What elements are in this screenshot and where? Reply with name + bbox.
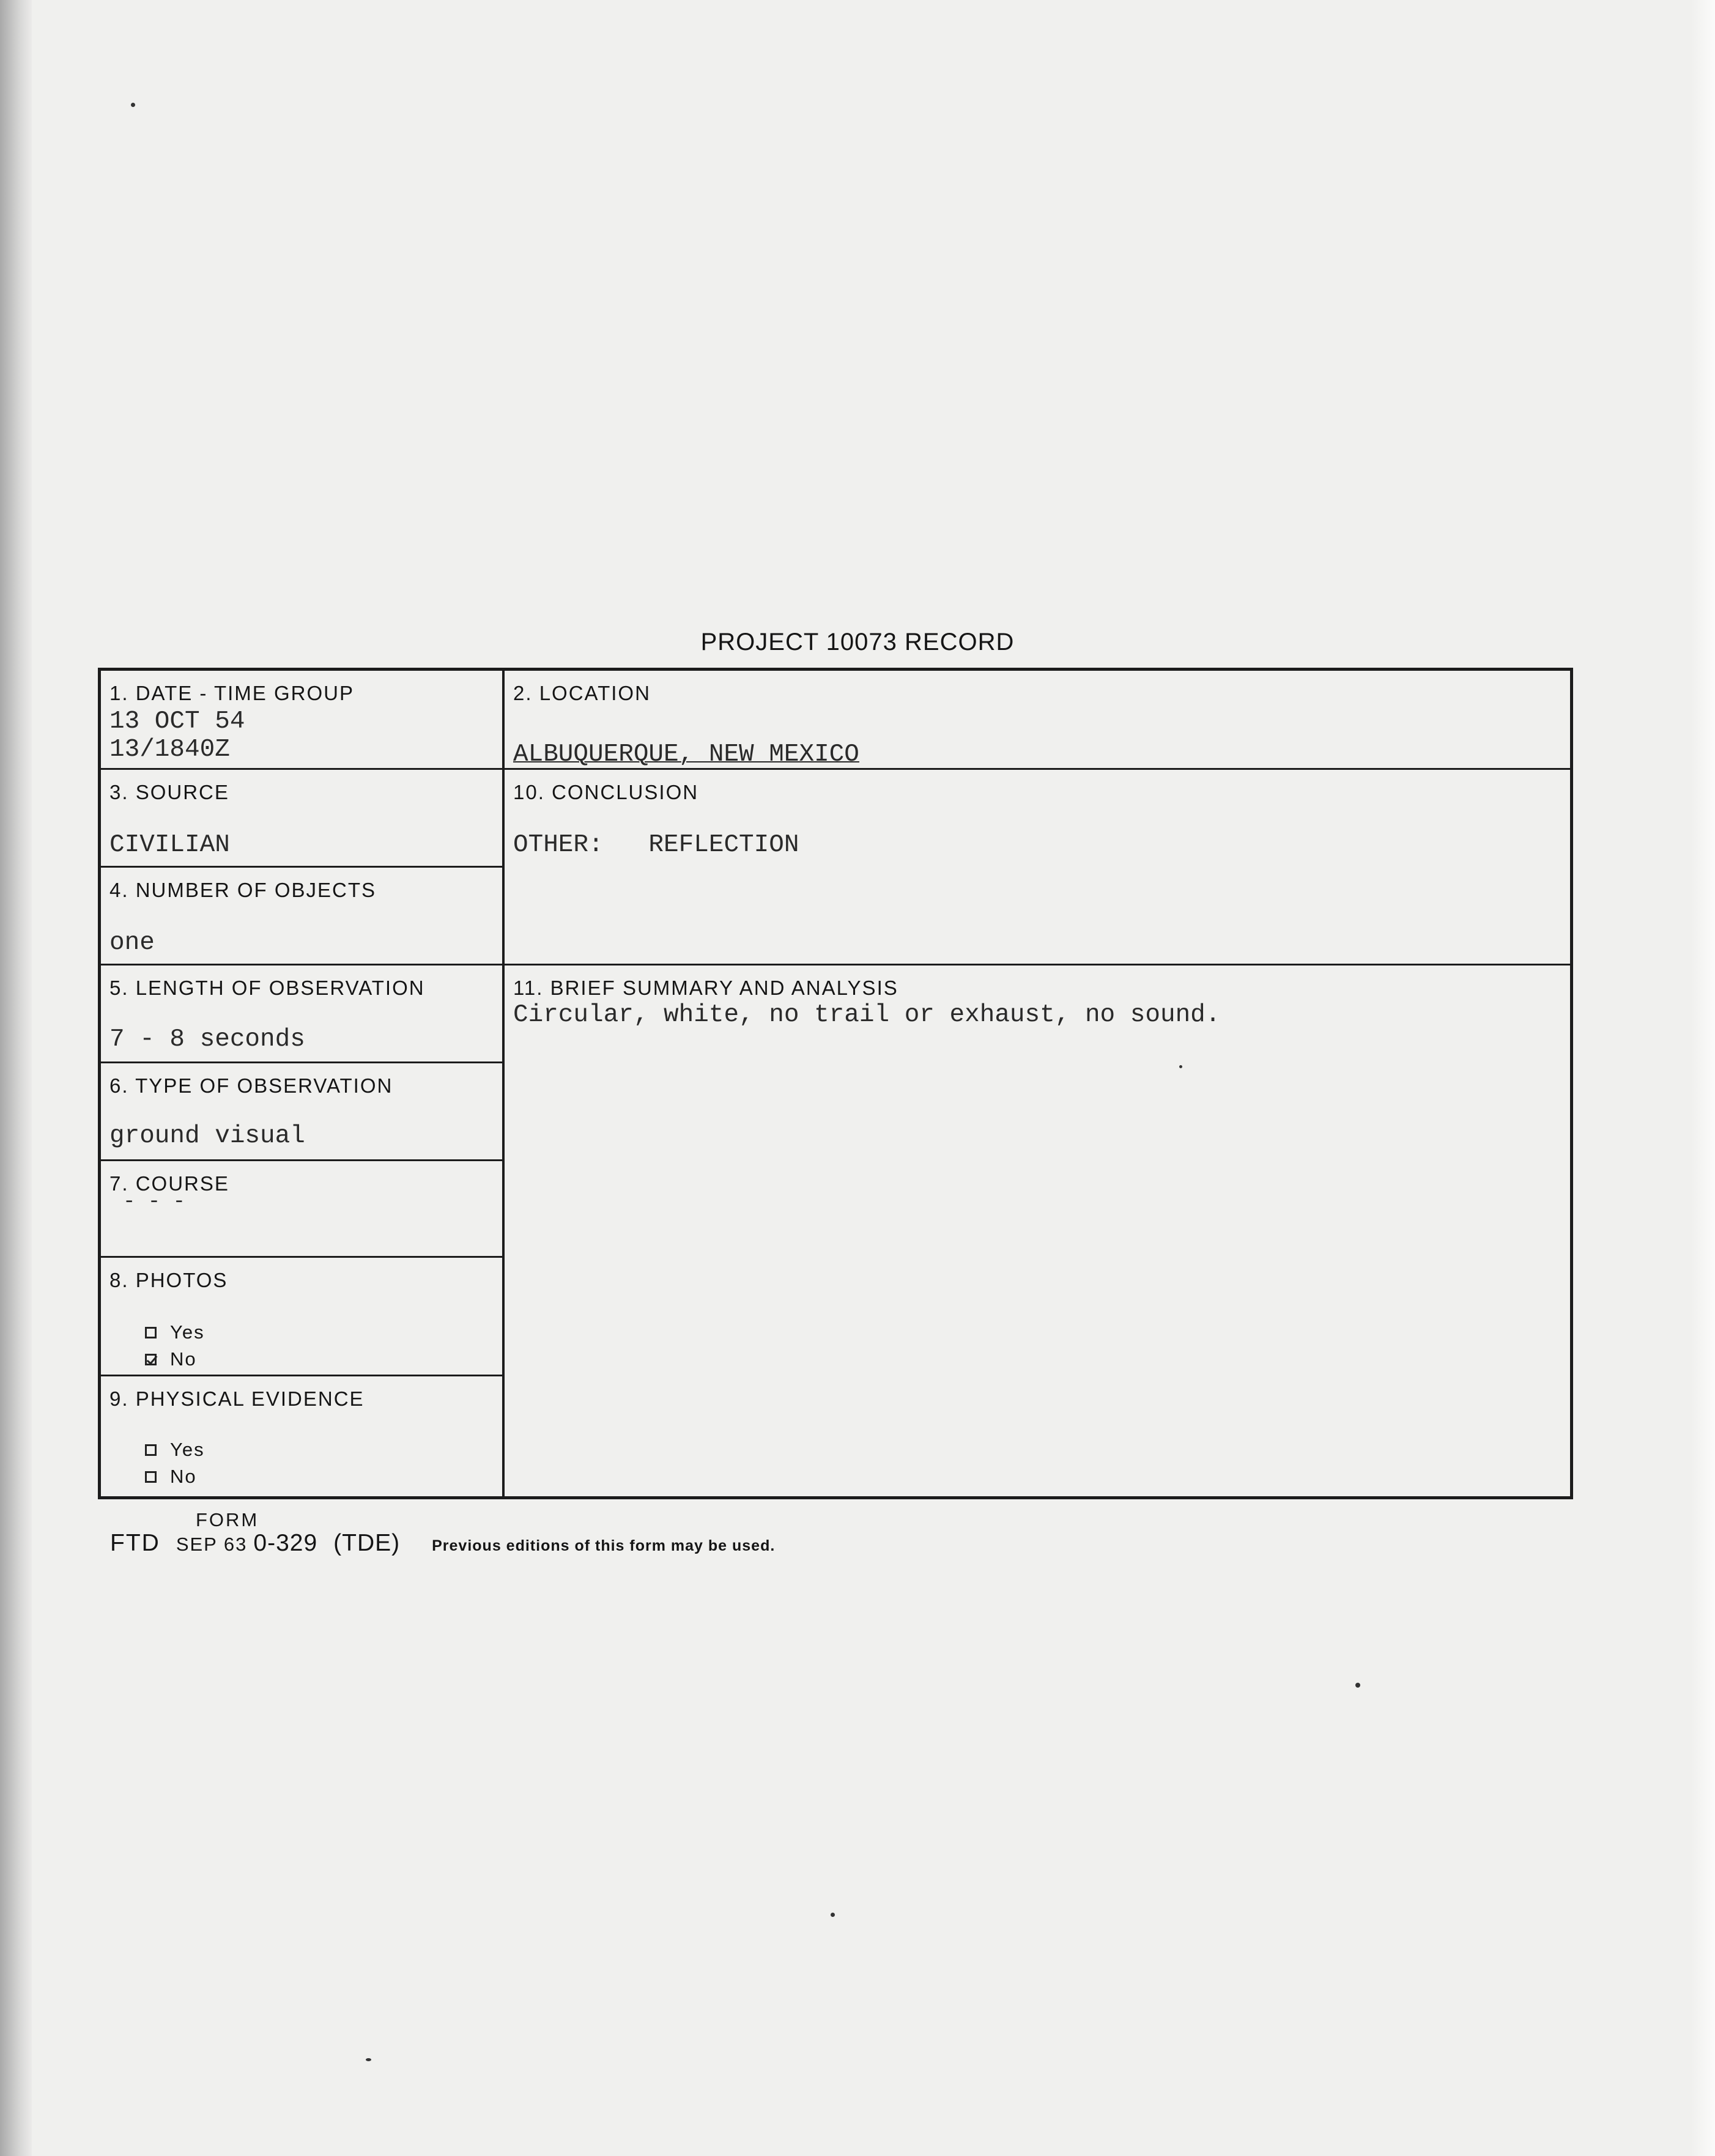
scan-right-edge: [1691, 0, 1715, 2156]
number-of-objects-cell: [101, 868, 502, 965]
record-title: PROJECT 10073 RECORD: [700, 629, 1015, 655]
physical-evidence-no-label: No: [170, 1466, 197, 1487]
type-of-observation-value: ground visual: [109, 1122, 305, 1150]
location-cell: [505, 671, 1570, 770]
left-column: [101, 671, 505, 1496]
form-footer: [110, 1530, 775, 1557]
photos-yes-label: Yes: [170, 1321, 205, 1343]
summary-label: 11. BRIEF SUMMARY AND ANALYSIS: [513, 976, 898, 999]
scan-speck: [366, 2058, 371, 2061]
length-of-observation-cell: [101, 965, 502, 1063]
conclusion-value: OTHER: REFLECTION: [513, 831, 799, 859]
type-of-observation-label: 6. TYPE OF OBSERVATION: [109, 1074, 393, 1097]
photos-no-label: No: [170, 1348, 197, 1370]
photos-yes-checkbox[interactable]: [145, 1327, 157, 1338]
length-of-observation-label: 5. LENGTH OF OBSERVATION: [109, 976, 425, 999]
source-label: 3. SOURCE: [109, 781, 229, 803]
source-value: CIVILIAN: [109, 831, 230, 859]
date-value: 13 OCT 54: [109, 707, 245, 736]
time-group-value: 13/1840Z: [109, 736, 230, 764]
conclusion-cell: [505, 770, 1570, 965]
physical-evidence-yes-option[interactable]: [145, 1439, 205, 1461]
scan-speck: [131, 103, 135, 107]
physical-evidence-no-checkbox[interactable]: [145, 1471, 157, 1483]
footer-form-number: 0-329: [253, 1530, 318, 1556]
number-of-objects-value: one: [109, 929, 155, 957]
summary-value: Circular, white, no trail or exhaust, no sound.: [513, 1001, 1221, 1029]
date-time-group-cell: [101, 671, 502, 770]
location-value: ALBUQUERQUE, NEW MEXICO: [513, 740, 859, 769]
summary-cell: [505, 965, 1570, 1496]
date-time-group-label: 1. DATE - TIME GROUP: [109, 682, 354, 704]
footer-note: Previous editions of this form may be used.: [432, 1537, 776, 1554]
photos-label: 8. PHOTOS: [109, 1269, 228, 1291]
physical-evidence-yes-checkbox[interactable]: [145, 1444, 157, 1456]
photos-no-checkbox[interactable]: [145, 1354, 157, 1365]
number-of-objects-label: 4. NUMBER OF OBJECTS: [109, 879, 377, 901]
photos-no-option[interactable]: [145, 1348, 197, 1370]
course-label: 7. COURSE: [109, 1172, 229, 1195]
photos-yes-option[interactable]: [145, 1321, 205, 1343]
record-form: [98, 668, 1573, 1499]
footer-date: SEP 63: [176, 1534, 248, 1555]
type-of-observation-cell: [101, 1063, 502, 1161]
physical-evidence-no-option[interactable]: [145, 1466, 197, 1488]
footer-ftd: FTD: [110, 1530, 160, 1556]
scan-speck: [831, 1913, 835, 1917]
physical-evidence-cell: [101, 1376, 502, 1496]
footer-form-word: FORM: [196, 1509, 259, 1530]
conclusion-label: 10. CONCLUSION: [513, 781, 699, 803]
physical-evidence-label: 9. PHYSICAL EVIDENCE: [109, 1387, 365, 1410]
source-cell: [101, 770, 502, 868]
right-column: [505, 671, 1570, 1496]
scan-left-edge-shadow: [0, 0, 32, 2156]
course-value: - - -: [123, 1191, 186, 1214]
footer-office: (TDE): [333, 1530, 401, 1556]
length-of-observation-value: 7 - 8 seconds: [109, 1025, 305, 1054]
scan-speck: [1355, 1683, 1360, 1688]
photos-cell: [101, 1258, 502, 1376]
course-cell: [101, 1161, 502, 1258]
location-label: 2. LOCATION: [513, 682, 651, 704]
physical-evidence-yes-label: Yes: [170, 1439, 205, 1460]
scan-speck: [1179, 1065, 1182, 1068]
